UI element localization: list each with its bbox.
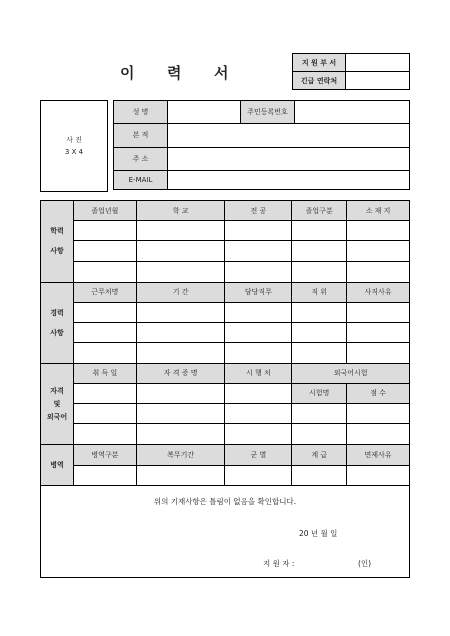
address-field[interactable] <box>168 147 410 170</box>
license-subheader-score: 점 수 <box>347 383 410 403</box>
cell[interactable] <box>292 323 347 343</box>
applicant-label: 지 원 자 : <box>263 559 295 568</box>
license-header-date: 취 득 일 <box>73 363 136 383</box>
seal-mark: (인) <box>358 559 372 568</box>
department-field[interactable] <box>346 54 410 72</box>
military-header-rank: 계 급 <box>292 445 347 465</box>
career-header-company: 근무처명 <box>73 282 136 302</box>
education-header-major: 전 공 <box>225 201 292 221</box>
document-title <box>120 62 230 86</box>
license-header-cert: 자 격 증 명 <box>136 363 225 383</box>
military-header-exemption: 면제사유 <box>347 445 410 465</box>
personal-info-table <box>113 100 410 190</box>
cell[interactable] <box>73 465 136 485</box>
declaration-box <box>40 485 410 578</box>
domicile-field[interactable] <box>168 124 410 147</box>
cell[interactable] <box>225 424 292 445</box>
name-field[interactable] <box>168 101 241 124</box>
table-row <box>41 343 410 363</box>
career-label-bottom: 사항 <box>50 328 64 337</box>
education-header-graddate: 졸업년월 <box>73 201 136 221</box>
education-label-bottom: 사항 <box>50 247 64 256</box>
career-header-reason: 사직사유 <box>347 282 410 302</box>
address-label: 주 소 <box>114 147 168 170</box>
cell[interactable] <box>225 241 292 261</box>
education-header-school: 학 교 <box>136 201 225 221</box>
photo-box[interactable] <box>40 100 108 192</box>
domicile-label: 본 적 <box>114 124 168 147</box>
declaration-date: 20 년 월 일 <box>299 529 338 538</box>
cell[interactable] <box>292 343 347 363</box>
cell[interactable] <box>136 343 225 363</box>
table-row <box>41 303 410 323</box>
cell[interactable] <box>292 404 347 424</box>
military-header-branch: 군 별 <box>225 445 292 465</box>
cell[interactable] <box>73 221 136 241</box>
table-row <box>41 241 410 261</box>
career-label-top: 경력 <box>50 308 64 317</box>
title-char-3: 서 <box>214 64 230 82</box>
table-row <box>41 424 410 445</box>
photo-size: 3 X 4 <box>64 148 84 156</box>
cell[interactable] <box>347 303 410 323</box>
title-char-1: 이 <box>120 64 136 82</box>
education-section-label <box>41 201 74 283</box>
emergency-contact-label: 긴급 연락처 <box>293 72 346 90</box>
license-label-3: 외국어 <box>46 412 68 421</box>
education-header-gradtype: 졸업구분 <box>292 201 347 221</box>
declaration-statement: 위의 기재사항은 틀림이 없음을 확인합니다. <box>153 497 297 506</box>
cell[interactable] <box>136 323 225 343</box>
license-subheader-testname: 시험명 <box>292 383 347 403</box>
cell[interactable] <box>347 221 410 241</box>
applicant-info-box <box>292 53 410 90</box>
table-row <box>41 221 410 241</box>
education-header-location: 소 재 지 <box>347 201 410 221</box>
table-row <box>41 261 410 282</box>
cell[interactable] <box>225 404 292 424</box>
cell[interactable] <box>73 323 136 343</box>
rrn-label: 주민등록번호 <box>241 101 295 124</box>
cell[interactable] <box>347 465 410 485</box>
cell[interactable] <box>136 241 225 261</box>
email-field[interactable] <box>168 170 410 189</box>
rrn-field[interactable] <box>295 101 410 124</box>
table-row <box>41 323 410 343</box>
cell[interactable] <box>292 303 347 323</box>
military-header-period: 복무기간 <box>136 445 225 465</box>
cell[interactable] <box>73 404 136 424</box>
education-label-top: 학력 <box>50 227 64 236</box>
career-header-position: 직 위 <box>292 282 347 302</box>
cell[interactable] <box>292 241 347 261</box>
cell[interactable] <box>347 404 410 424</box>
cell[interactable] <box>136 424 225 445</box>
career-section-label <box>41 282 74 363</box>
cell[interactable] <box>73 303 136 323</box>
cell[interactable] <box>136 383 225 403</box>
department-label: 지 원 부 서 <box>293 54 346 72</box>
career-header-period: 기 간 <box>136 282 225 302</box>
cell[interactable] <box>225 323 292 343</box>
cell[interactable] <box>136 465 225 485</box>
cell[interactable] <box>292 424 347 445</box>
email-label: E-MAIL <box>114 170 168 189</box>
title-char-2: 력 <box>167 64 183 82</box>
cell[interactable] <box>347 424 410 445</box>
cell[interactable] <box>225 303 292 323</box>
cell[interactable] <box>292 261 347 282</box>
cell[interactable] <box>347 323 410 343</box>
cell[interactable] <box>292 221 347 241</box>
name-label: 성 명 <box>114 101 168 124</box>
cell[interactable] <box>292 465 347 485</box>
cell[interactable] <box>73 241 136 261</box>
cell[interactable] <box>73 343 136 363</box>
military-header-type: 병역구분 <box>73 445 136 465</box>
cell[interactable] <box>347 261 410 282</box>
cell[interactable] <box>136 261 225 282</box>
table-row <box>41 404 410 424</box>
cell[interactable] <box>347 343 410 363</box>
cell[interactable] <box>225 465 292 485</box>
cell[interactable] <box>225 383 292 403</box>
military-section-label: 병역 <box>41 445 74 486</box>
cell[interactable] <box>73 261 136 282</box>
license-label-2: 및 <box>53 399 61 408</box>
career-header-duty: 담당직무 <box>225 282 292 302</box>
main-table <box>40 200 410 486</box>
license-label-1: 자격 <box>50 386 64 395</box>
table-row <box>41 465 410 485</box>
cell[interactable] <box>73 383 136 403</box>
license-section-label <box>41 363 74 445</box>
emergency-contact-field[interactable] <box>346 72 410 90</box>
cell[interactable] <box>73 424 136 445</box>
cell[interactable] <box>136 303 225 323</box>
license-header-language-test: 외국어시험 <box>292 363 410 383</box>
cell[interactable] <box>225 261 292 282</box>
cell[interactable] <box>225 343 292 363</box>
cell[interactable] <box>225 221 292 241</box>
license-header-issuer: 시 행 처 <box>225 363 292 383</box>
cell[interactable] <box>136 221 225 241</box>
cell[interactable] <box>347 241 410 261</box>
cell[interactable] <box>136 404 225 424</box>
photo-label: 사 진 <box>66 136 82 144</box>
